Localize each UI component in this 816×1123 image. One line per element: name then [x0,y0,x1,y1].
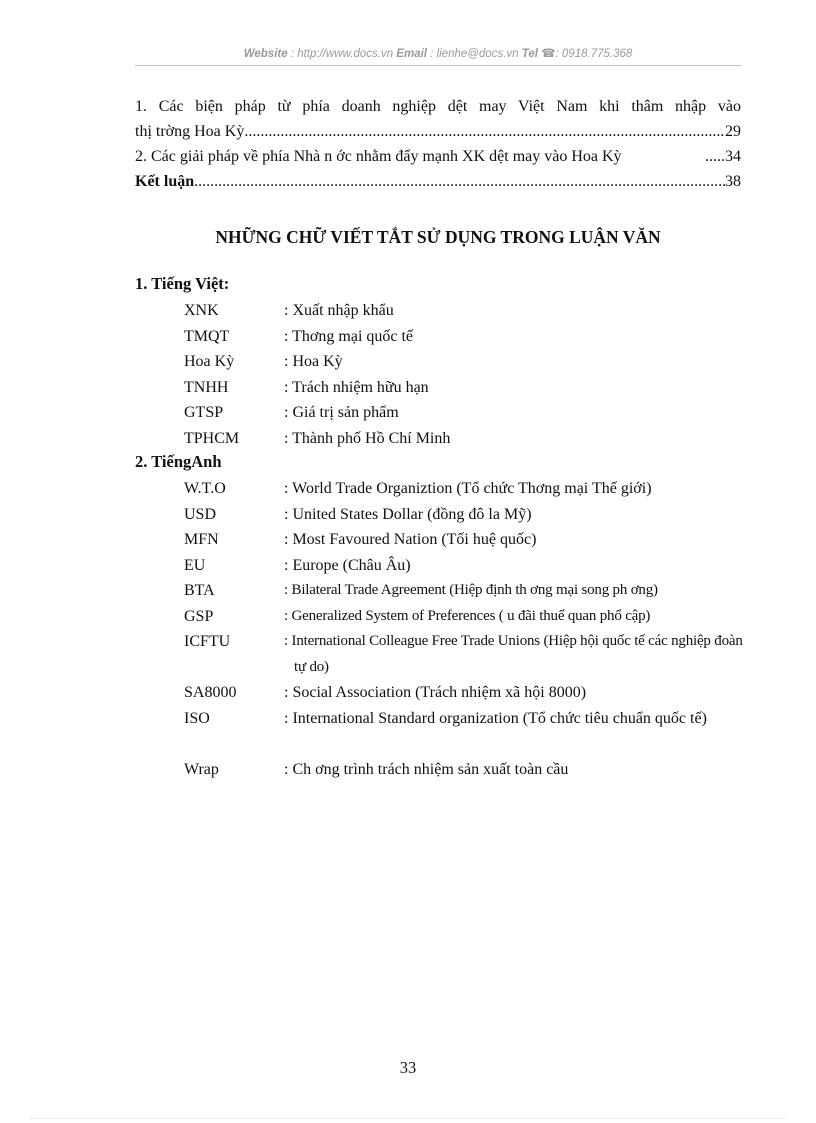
list-item [184,324,744,350]
abbr-desc: : Social Association (Trách nhiệm xã hội 8000) [284,684,587,701]
page-number: 33 [399,1058,417,1077]
list-item [184,553,744,579]
toc-item-2 [135,144,741,169]
list-item [184,527,744,553]
toc-item-1-text: thị trờng Hoa Kỳ [135,123,245,140]
abbr-key: BTA [184,582,215,599]
toc-item-3-text: Kết luận [135,173,195,190]
abbr-desc: : Thành phố Hồ Chí Minh [284,429,451,447]
abbr-desc: : Bilateral Trade Agreement (Hiệp định th ơng mại song ph ơng) [284,582,658,598]
list-item [184,375,744,401]
abbr-desc: : International Colleague Free Trade Unions (Hiệp hội quốc tế các nghiệp đoàn tự do) [284,633,743,675]
abbr-desc: : Giá trị sản phẩm [284,404,399,421]
abbr-key: Wrap [184,760,219,778]
abbr-desc: : Xuất nhập khẩu [284,302,394,319]
abbr-key: USD [184,505,217,523]
page-header [135,46,741,60]
section-heading-vietnamese: 1. Tiếng Việt: [135,274,230,293]
list-item [184,629,744,680]
toc-item-1-line-1: 1. Các biện pháp từ phía doanh nghiệp dệt may Việt Nam khi thâm nhập vào [135,98,741,115]
toc-leader-dots [244,119,725,144]
page-title: NHỮNG CHỮ VIẾT TẮT SỬ DỤNG TRONG LUẬN VĂN [215,227,661,247]
email-label: Email [396,48,427,60]
abbr-desc: : Ch ơng trình trách nhiệm sản xuất toàn cầu [284,760,569,778]
section-heading-english: 2. TiếngAnh [135,452,222,471]
abbr-key: ISO [184,709,210,727]
email-value[interactable]: lienhe@docs.vn [436,48,519,60]
list-item [184,476,744,502]
toc-item-1-line-2 [135,119,741,144]
abbr-desc: : World Trade Organiztion (Tổ chức Thơng mại Thế giới) [284,480,652,497]
toc-item-3 [135,169,741,194]
toc-leader-dots [194,169,725,194]
abbr-key: EU [184,556,206,574]
abbr-key: GSP [184,607,214,625]
phone-icon: ☎ [541,48,556,60]
abbr-desc: : Hoa Kỳ [284,353,343,370]
list-item [184,502,744,528]
table-of-contents [135,94,741,194]
footer-rule [30,1118,786,1119]
abbr-key: W.T.O [184,480,226,497]
abbr-desc: : Generalized System of Preferences ( u đãi thuế quan phổ cập) [284,607,651,624]
list-item [184,680,744,706]
website-sep: : [287,48,298,60]
abbr-key: Hoa Kỳ [184,353,235,370]
website-label: Website [243,48,288,60]
abbr-desc: : United States Dollar (đồng đô la Mỹ) [284,505,532,523]
list-item [184,349,744,375]
list-item [184,578,744,604]
header-rule [135,65,741,66]
abbr-desc: : Most Favoured Nation (Tối huệ quốc) [284,531,537,548]
abbr-key: ICFTU [184,633,231,650]
abbr-key: MFN [184,531,219,548]
abbr-desc: : Europe (Châu Âu) [284,556,411,574]
list-item [184,604,744,630]
abbreviation-list-vietnamese [184,298,744,451]
abbr-desc: : International Standard organization (Tổ chức tiêu chuẩn quốc tế) [284,709,707,727]
list-item [184,426,744,452]
abbr-key: GTSP [184,404,224,421]
abbr-key: TPHCM [184,429,240,447]
abbr-key: TNHH [184,378,229,396]
abbr-desc: : Trách nhiệm hữu hạn [284,378,429,396]
list-item [184,706,744,757]
toc-item-1-page: 29 [725,123,741,140]
abbr-key: TMQT [184,327,230,345]
website-url[interactable]: http://www.docs.vn [297,48,394,60]
tel-value: : 0918.775.368 [555,48,633,60]
abbr-key: XNK [184,302,219,319]
abbr-desc: : Thơng mại quốc tế [284,327,414,345]
tel-label: Tel [521,48,538,60]
toc-item-2-text: 2. Các giải pháp về phía Nhà n ớc nhằm đẩy mạnh XK dệt may vào Hoa Kỳ [135,148,622,165]
toc-item-2-page: .....34 [705,148,741,165]
abbreviation-list-english [184,476,744,782]
toc-item-3-page: 38 [725,173,741,190]
list-item [184,400,744,426]
list-item [184,298,744,324]
abbr-key: SA8000 [184,684,237,701]
email-sep: : [426,48,437,60]
list-item [184,757,744,783]
